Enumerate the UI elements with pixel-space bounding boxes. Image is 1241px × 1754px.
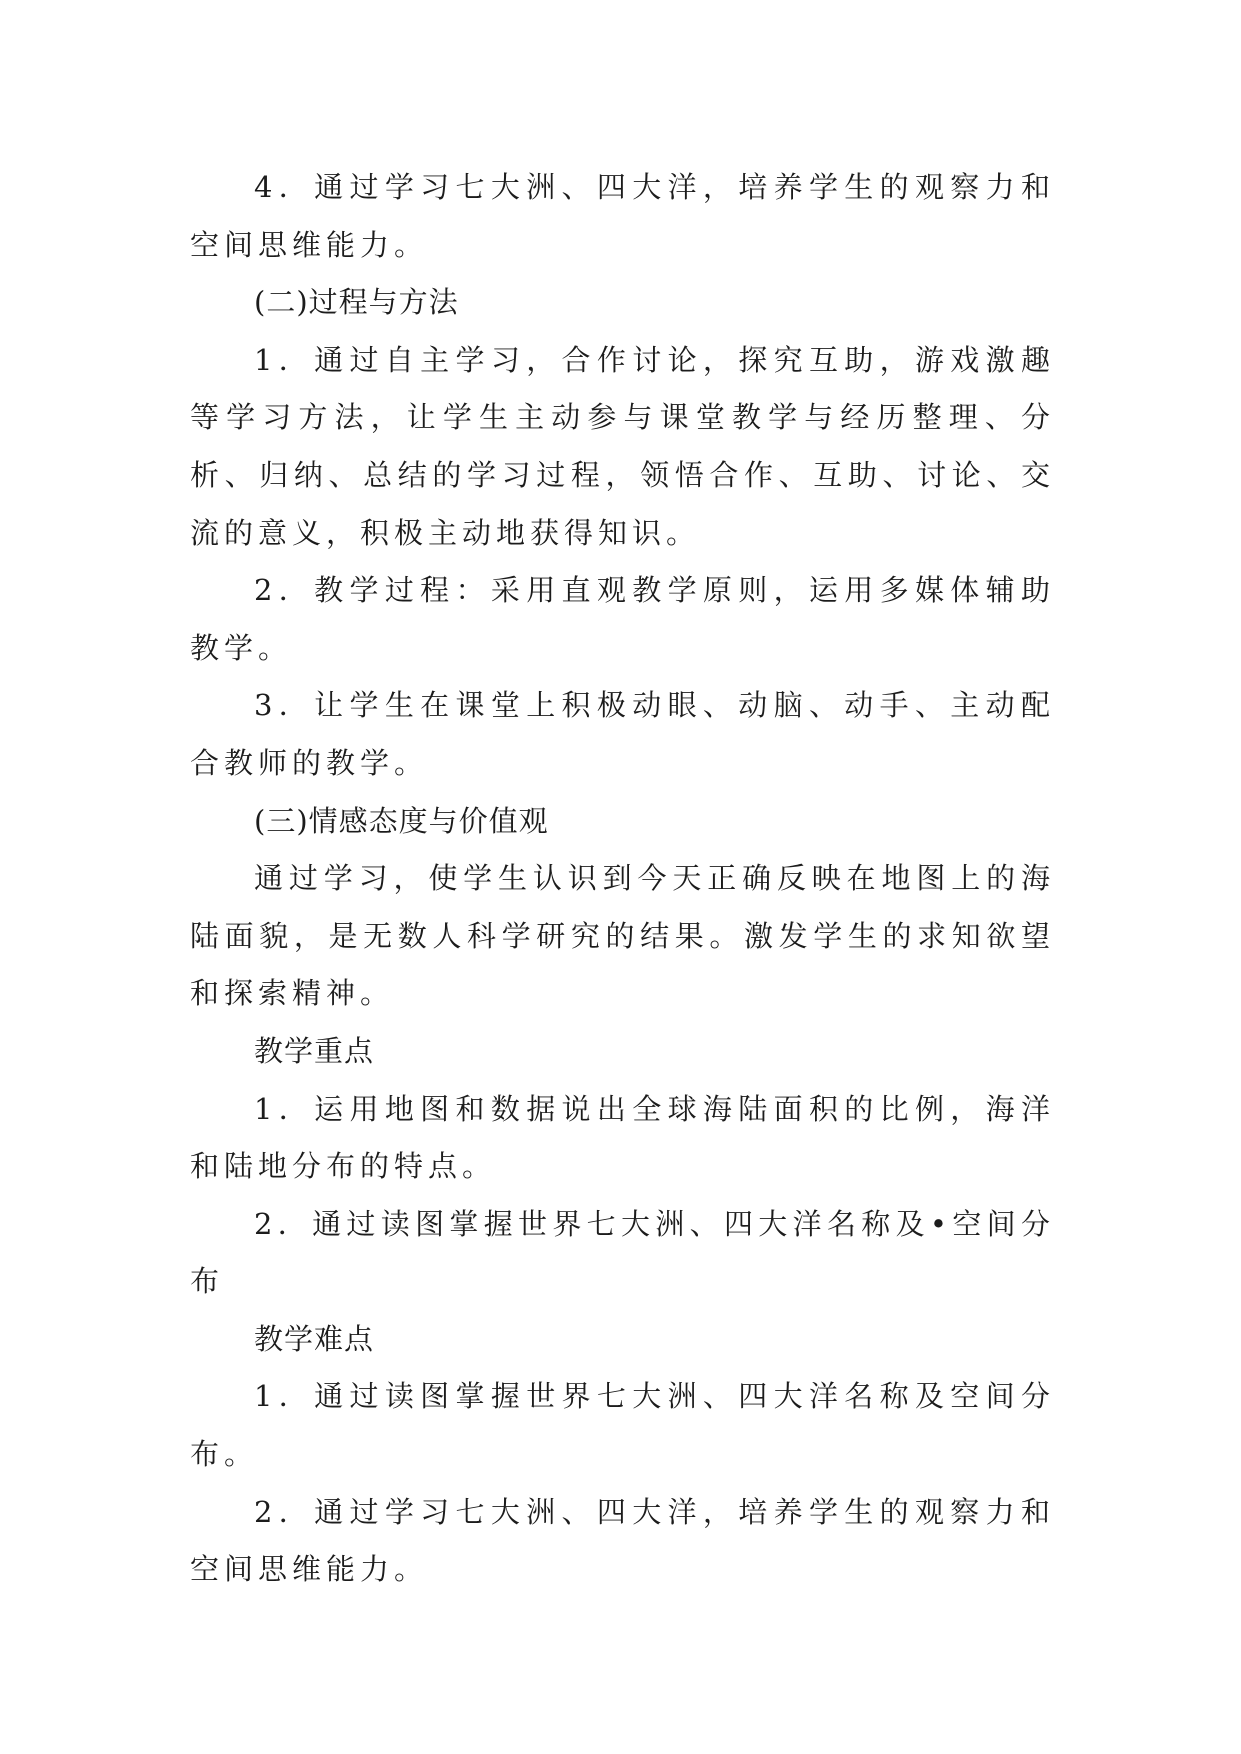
paragraph-process-2: 2．教学过程：采用直观教学原则，运用多媒体辅助教学。: [190, 573, 1055, 665]
paragraph-difficulty-2: 2．通过学习七大洲、四大洋，培养学生的观察力和空间思维能力。: [190, 1494, 1055, 1587]
paragraph-difficulty-1: 1．通过读图掌握世界七大洲、四大洋名称及空间分布。: [190, 1379, 1055, 1472]
document-body: [190, 159, 1055, 1599]
paragraph-objective-4: 4．通过学习七大洲、四大洋，培养学生的观察力和空间思维能力。: [190, 170, 1055, 262]
section-heading-teaching-focus: 教学重点: [254, 1033, 375, 1068]
paragraph-focus-2: 2．通过读图掌握世界七大洲、四大洋名称及•空间分布: [190, 1206, 1055, 1299]
paragraph-focus-1: 1．运用地图和数据说出全球海陆面积的比例，海洋和陆地分布的特点。: [190, 1091, 1055, 1184]
section-heading-teaching-difficulty: 教学难点: [254, 1321, 375, 1356]
paragraph-process-3: 3．让学生在课堂上积极动眼、动脑、动手、主动配合教师的教学。: [190, 688, 1055, 780]
section-heading-process-and-methods: (二)过程与方法: [254, 285, 459, 320]
section-heading-attitudes-and-values: (三)情感态度与价值观: [254, 803, 549, 838]
paragraph-process-1: 1．通过自主学习，合作讨论，探究互助，游戏激趣等学习方法，让学生主动参与课堂教学与经历整理、分析、归纳、总结的学习过程，领悟合作、互助、讨论、交流的意义，积极主动地获得知识。: [190, 342, 1055, 550]
paragraph-attitudes: 通过学习，使学生认识到今天正确反映在地图上的海陆面貌，是无数人科学研究的结果。激发学生的求知欲望和探索精神。: [190, 861, 1055, 1011]
